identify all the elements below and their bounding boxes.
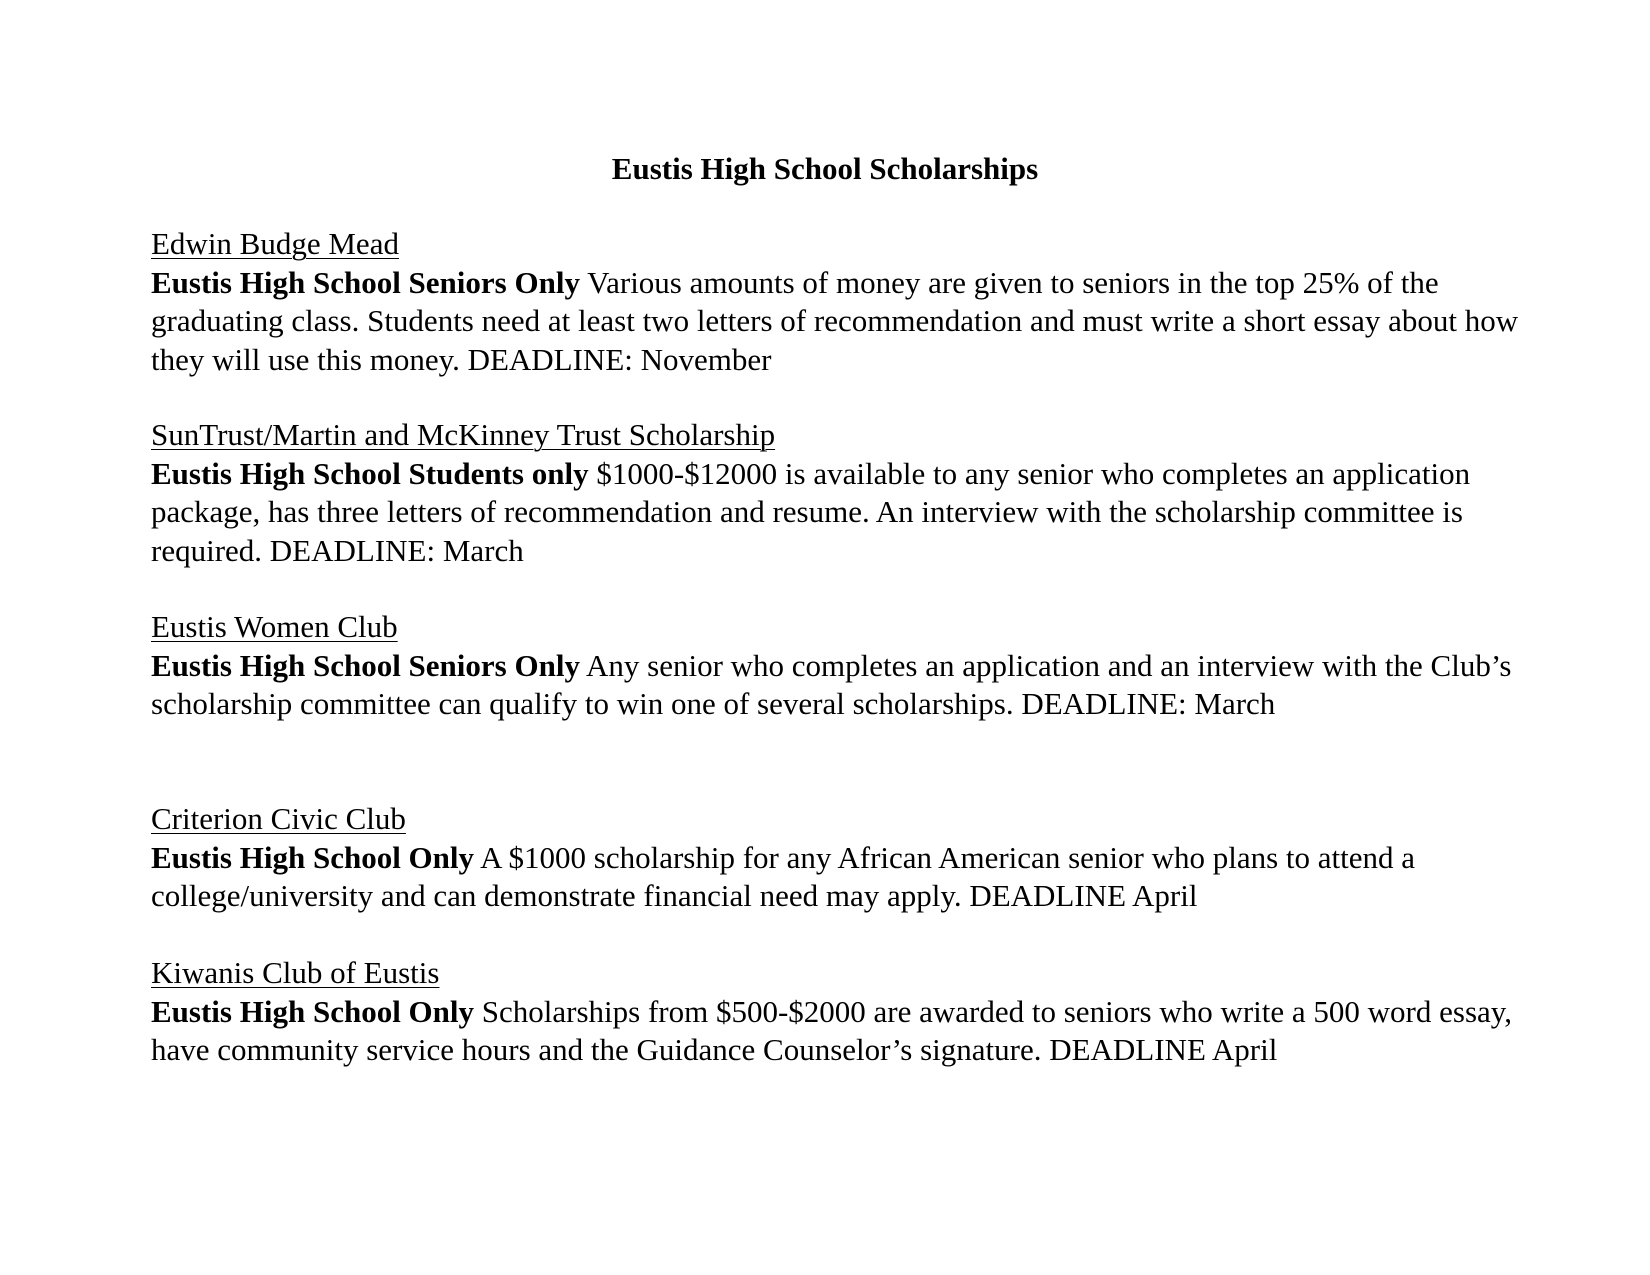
scholarship-name: Edwin Budge Mead: [151, 226, 399, 261]
scholarship-details: [151, 455, 1531, 571]
scholarship-name: Criterion Civic Club: [151, 801, 406, 836]
scholarship-entry-criterion-civic-club: [151, 800, 1531, 916]
scholarship-description: A $1000 scholarship for any African American senior who plans to attend a college/university and can demonstrate financial need may apply. DEADLINE April: [151, 839, 1416, 913]
scholarship-details: [151, 993, 1531, 1070]
scholarship-details: [151, 264, 1531, 380]
scholarship-name: Eustis Women Club: [151, 609, 398, 644]
scholarship-entry-kiwanis-club: [151, 954, 1531, 1070]
scholarship-description: Any senior who completes an application and an interview with the Club’s scholarship committee can qualify to win one of several scholarships. DEADLINE: March: [151, 647, 1512, 721]
scholarship-description: Scholarships from $500-$2000 are awarded to seniors who write a 500 word essay, have community service hours and the Guidance Counselor’s signature. DEADLINE April: [151, 993, 1513, 1067]
scholarship-details: [151, 839, 1531, 916]
scholarship-eligibility: Eustis High School Only: [151, 993, 475, 1029]
scholarship-details: [151, 647, 1531, 724]
scholarship-entry-suntrust: [151, 416, 1531, 570]
scholarship-description: Various amounts of money are given to seniors in the top 25% of the graduating class. Students need at least two letters of recommendation and must write a short essay about how they will use this money. DEADLINE: November: [151, 264, 1519, 377]
scholarship-eligibility: Eustis High School Seniors Only: [151, 264, 580, 300]
scholarship-description: $1000-$12000 is available to any senior who completes an application package, has three letters of recommendation and resume. An interview with the scholarship committee is required. DEADLINE: March: [151, 455, 1471, 568]
scholarship-name: SunTrust/Martin and McKinney Trust Scholarship: [151, 417, 776, 452]
scholarship-entry-eustis-women-club: [151, 608, 1531, 724]
document-title: Eustis High School Scholarships: [611, 151, 1039, 186]
scholarship-name: Kiwanis Club of Eustis: [151, 955, 440, 990]
scholarship-eligibility: Eustis High School Only: [151, 839, 475, 875]
scholarship-entry-edwin-budge-mead: [151, 225, 1531, 379]
scholarship-eligibility: Eustis High School Students only: [151, 455, 589, 491]
scholarship-eligibility: Eustis High School Seniors Only: [151, 647, 580, 683]
